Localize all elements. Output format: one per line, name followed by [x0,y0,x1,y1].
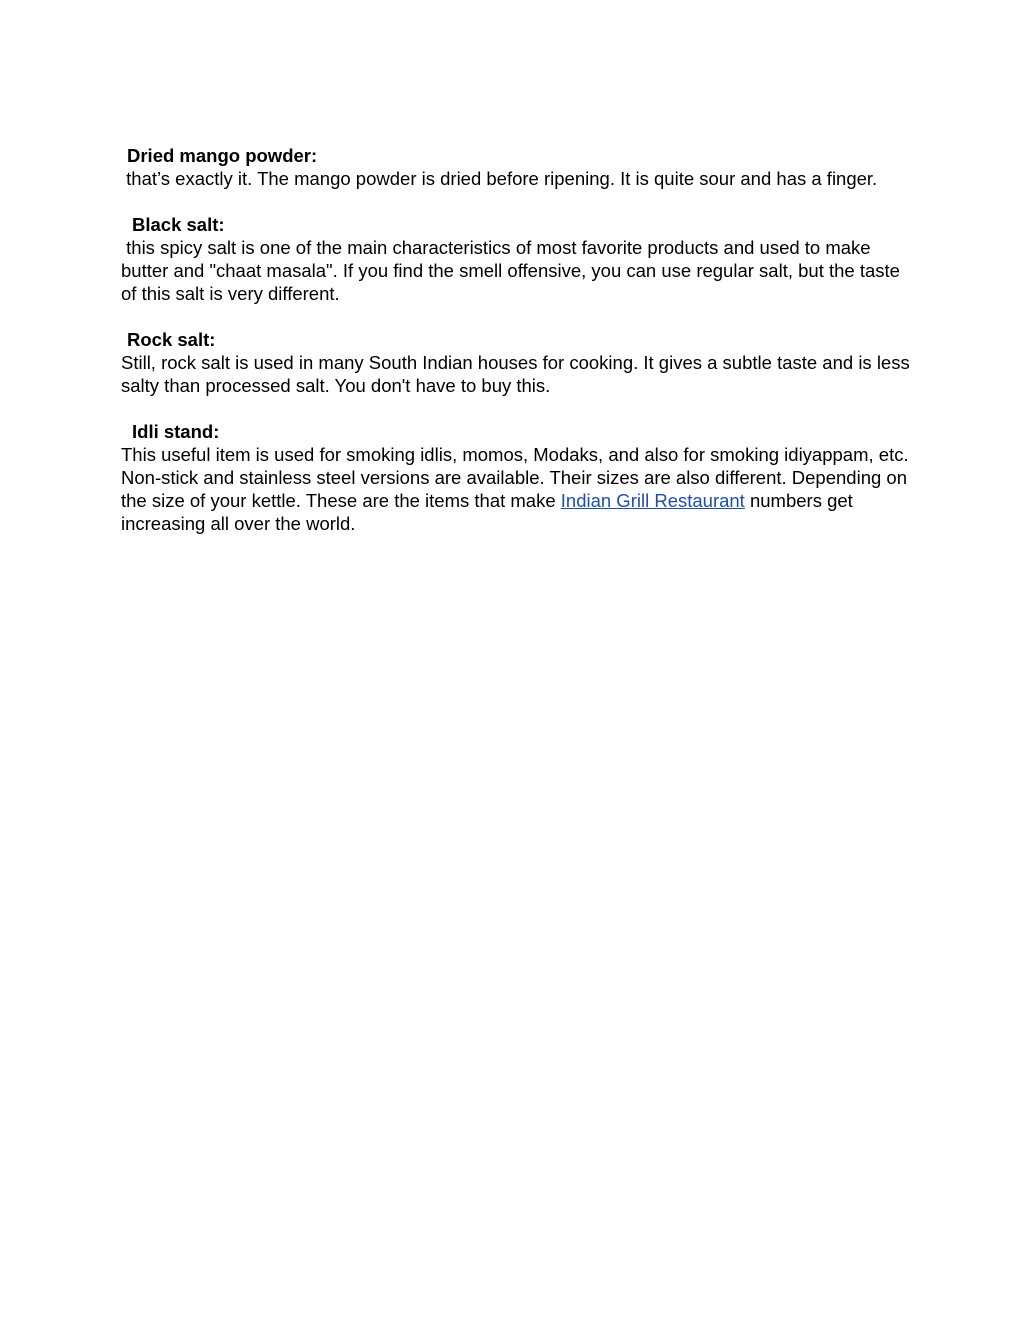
section-body: this spicy salt is one of the main characteristics of most favorite products and used to make butter and "chaat masala". If you find the smell offensive, you can use regular salt, but the taste of this salt is very different. [121,237,906,304]
section-heading: Idli stand: [132,421,220,442]
section-body-after-link: numbers get increasing all over the world. [121,490,853,534]
document-content [121,144,911,558]
section-black-salt [121,213,911,305]
section-body-before-link: This useful item is used for smoking idlis, momos, Modaks, and also for smoking idiyappam, etc. Non-stick and stainless steel versions are available. Their sizes are also different. Depending on the size of your kettle. These are the items that make [121,444,909,511]
section-body: Still, rock salt is used in many South Indian houses for cooking. It gives a subtle taste and is less salty than processed salt. You don't have to buy this. [121,352,910,396]
section-heading: Dried mango powder: [127,145,318,166]
section-rock-salt [121,328,911,397]
section-body: that’s exactly it. The mango powder is dried before ripening. It is quite sour and has a finger. [121,168,878,189]
section-heading: Black salt: [132,214,225,235]
section-idli-stand [121,420,911,535]
section-dried-mango-powder [121,144,911,190]
indian-grill-restaurant-link[interactable]: Indian Grill Restaurant [560,490,745,511]
section-body [121,443,911,535]
section-heading: Rock salt: [127,329,216,350]
